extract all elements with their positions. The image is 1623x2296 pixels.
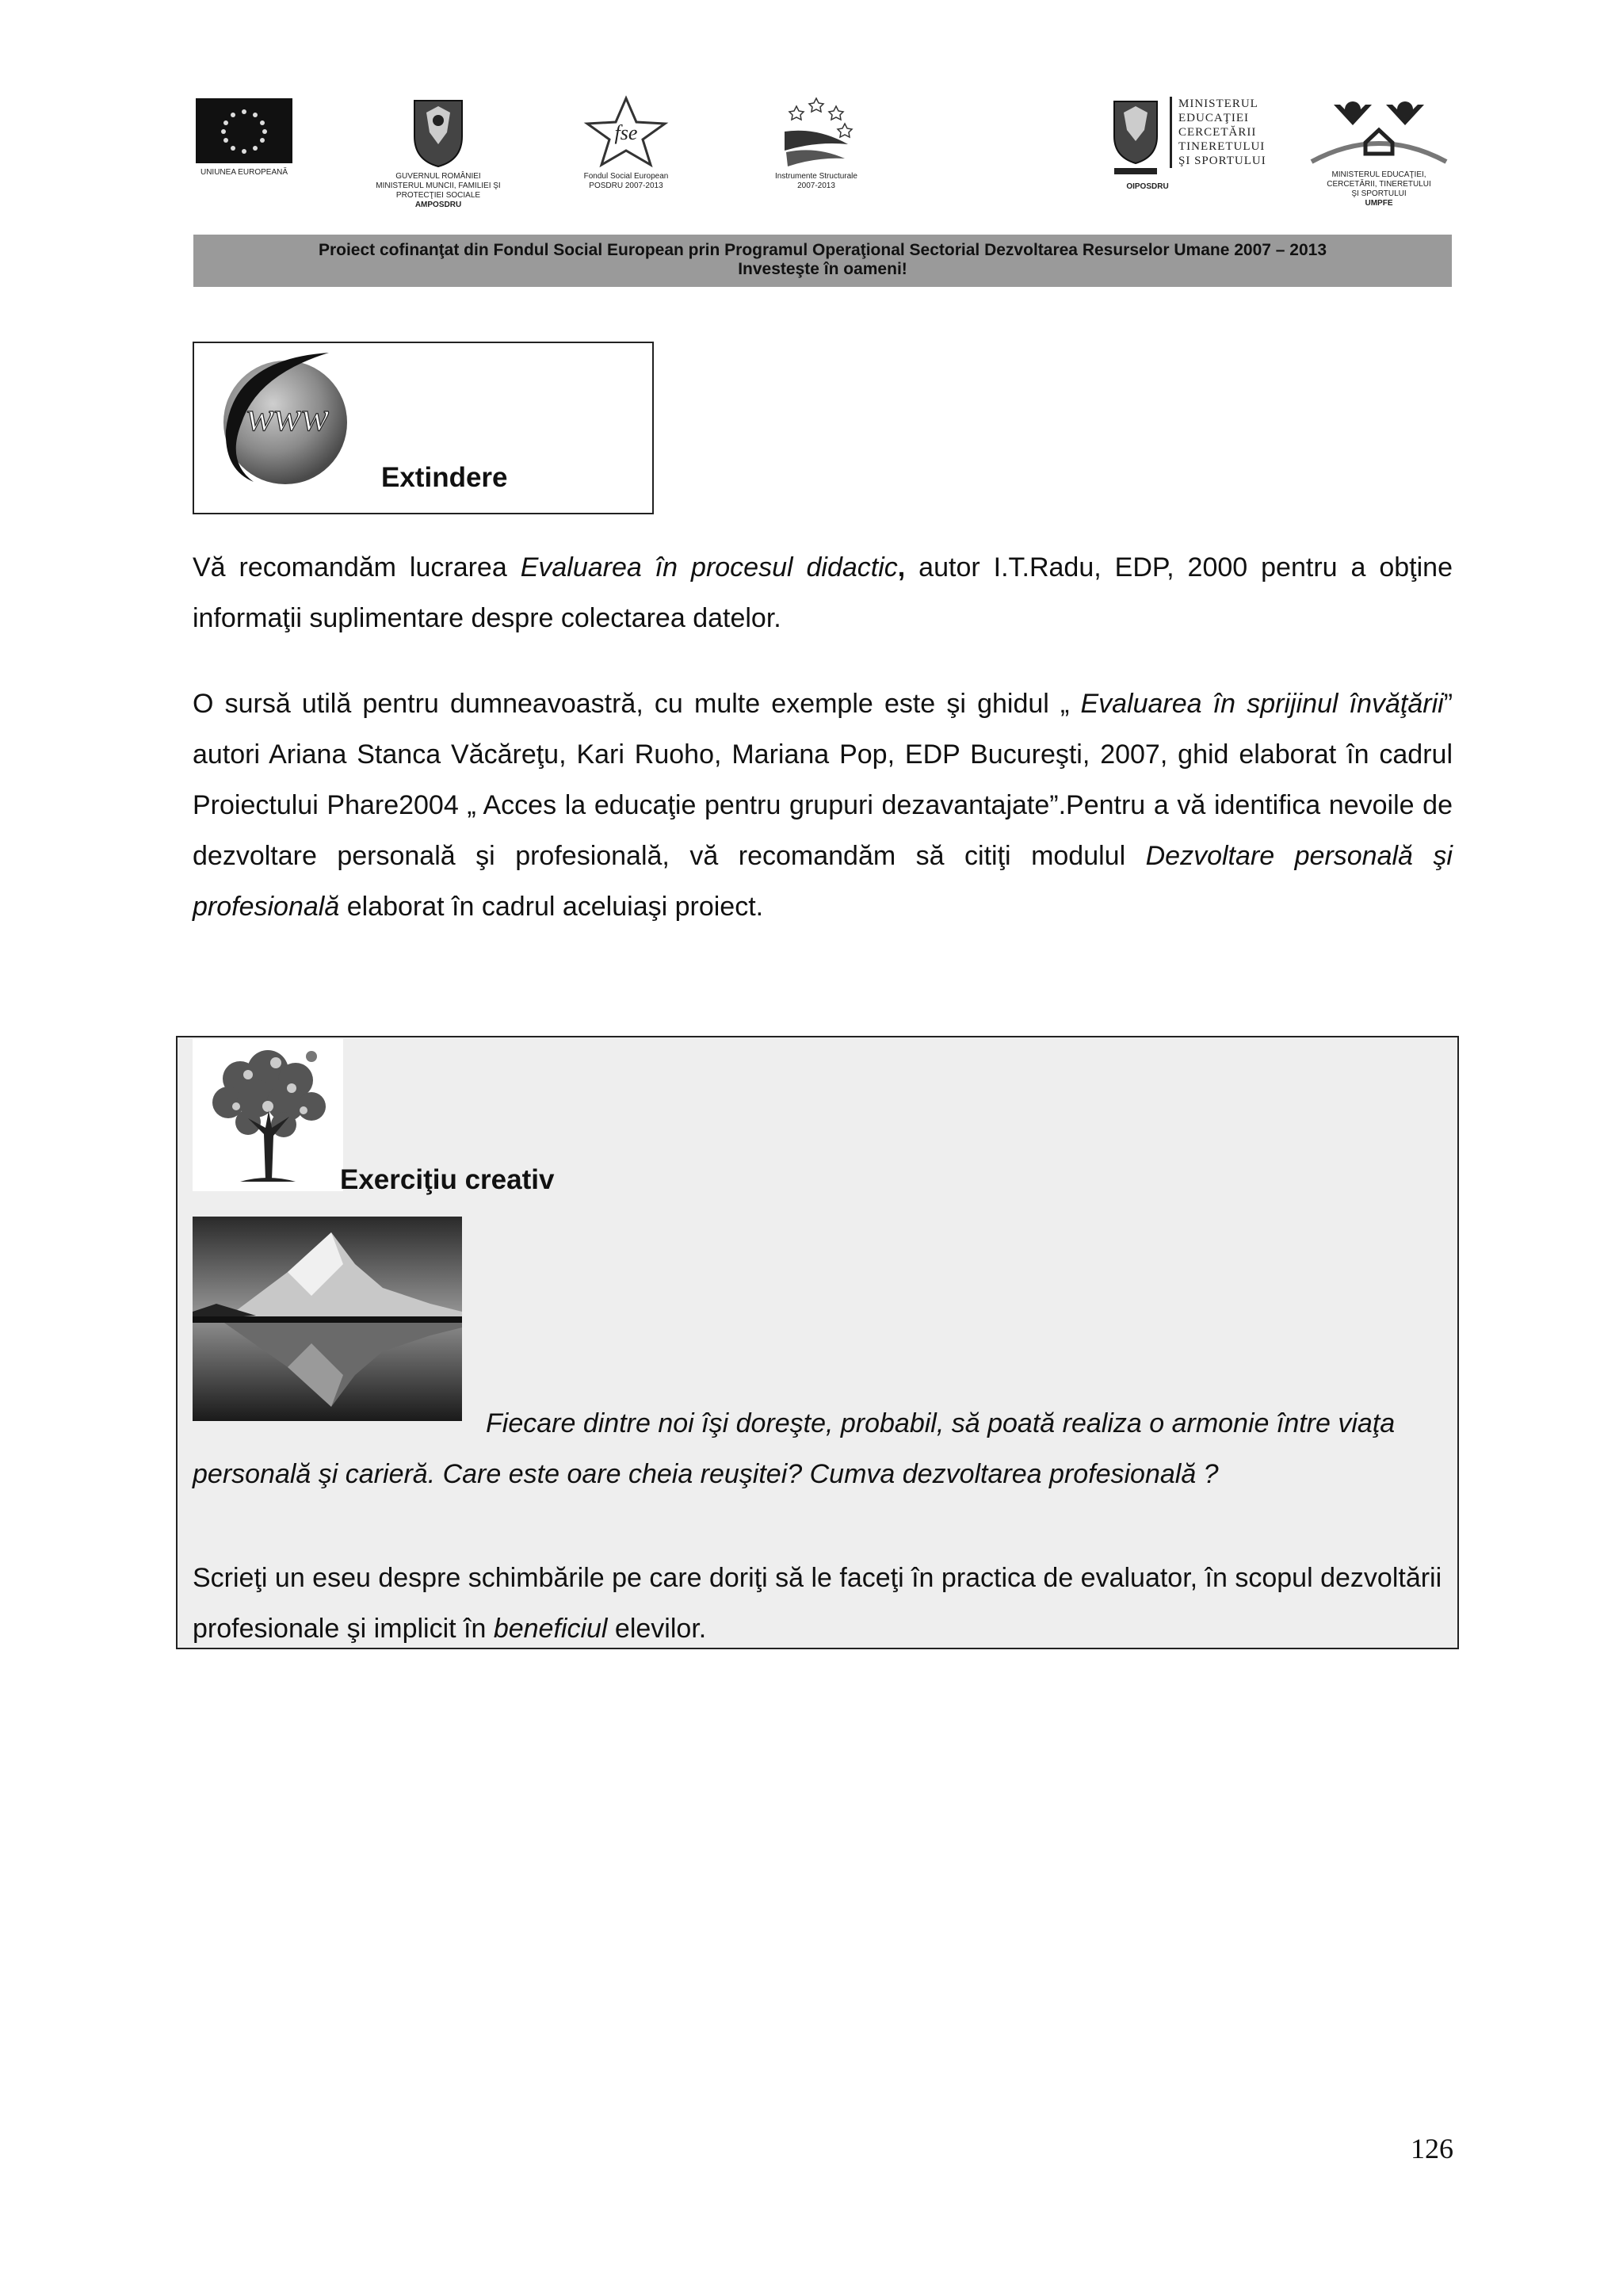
fse-caption-1: Fondul Social European	[583, 172, 669, 181]
umpfe-caption-bold: UMPFE	[1365, 199, 1393, 208]
gov-caption-1: GUVERNUL ROMÂNIEI	[395, 172, 481, 181]
ministry-text-1: MINISTERUL	[1178, 97, 1258, 110]
exercise-title: Exerciţiu creativ	[340, 1164, 555, 1195]
ministry-text-4: TINERETULUI	[1178, 140, 1266, 153]
tree-image	[193, 1039, 343, 1191]
umpfe-caption-3: ŞI SPORTULUI	[1351, 189, 1407, 198]
banner-line-1: Proiect cofinanţat din Fondul Social European prin Programul Operaţional Sectorial Dezvoltarea Resurselor Umane 2007 – 2013	[318, 241, 1327, 259]
project-banner	[193, 235, 1452, 287]
paragraph-2: O sursă utilă pentru dumneavoastră, cu multe exemple este şi ghidul „ Evaluarea în sprijinul învăţării” autori Ariana Stanca Văcăreţu, Kari Ruoho, Mariana Pop, EDP Bucureşti, 2007, ghid elaborat în cadrul Proiectului Phare2004 „ Acces la educaţie pentru grupuri dezavantajate”.Pentru a vă identifica nevoile de dezvoltare personală şi profesională, vă recomandăm să citiţi modulul Dezvoltare personală şi profesională elaborat în cadrul aceluiaşi proiect.	[193, 689, 1453, 922]
gov-caption-3: PROTECŢIEI SOCIALE	[395, 191, 481, 200]
eu-flag-icon	[196, 98, 292, 163]
svg-text:www: www	[246, 395, 330, 440]
exercise-task: Scrieţi un eseu despre schimbările pe care doriţi să le faceţi în practica de evaluator, în scopul dezvoltării profesionale şi implicit în beneficiul elevilor.	[193, 1563, 1442, 1644]
fse-logo	[567, 95, 685, 191]
fse-star-icon	[582, 95, 670, 168]
ministry-text-3: CERCETĂRII	[1178, 126, 1257, 139]
ministry-coat-of-arms-icon	[1109, 97, 1162, 179]
exercise-quote: Fiecare dintre noi îşi doreşte, probabil, să poată realiza o armonie între viaţa personală şi carieră. Care este oare cheia reuşitei? Cumva dezvoltarea profesională ?	[193, 1408, 1396, 1489]
ministry-text-2: EDUCAŢIEI	[1178, 112, 1249, 124]
gov-caption-2: MINISTERUL MUNCII, FAMILIEI ŞI	[376, 181, 501, 190]
structural-instruments-icon	[777, 95, 856, 168]
extindere-box	[193, 342, 654, 514]
page-number: 126	[1411, 2133, 1453, 2164]
extindere-title: Extindere	[381, 462, 508, 493]
ministry-text-5: ŞI SPORTULUI	[1178, 155, 1266, 167]
structural-instruments-logo	[761, 95, 872, 191]
oiposdru-caption: OIPOSDRU	[1126, 182, 1169, 191]
exercise-box	[176, 1036, 1459, 1649]
eu-caption: UNIUNEA EUROPEANĂ	[200, 168, 288, 177]
umpfe-caption-2: CERCETĂRII, TINERETULUI	[1327, 180, 1431, 189]
mountain-lake-image	[193, 1217, 462, 1421]
umpfe-caption-1: MINISTERUL EDUCAŢIEI,	[1331, 170, 1426, 179]
svg-text:fse: fse	[614, 121, 638, 144]
romanian-coat-of-arms-icon	[411, 97, 466, 168]
is-caption-1: Instrumente Structurale	[775, 172, 857, 181]
fse-caption-2: POSDRU 2007-2013	[589, 181, 663, 190]
eu-logo	[189, 98, 300, 178]
umpfe-logo	[1300, 94, 1458, 208]
banner-line-2: Investeşte în oameni!	[738, 260, 907, 278]
gov-caption-bold: AMPOSDRU	[414, 201, 462, 209]
paragraph-1: Vă recomandăm lucrarea Evaluarea în procesul didactic, autor I.T.Radu, EDP, 2000 pentru a obţine informaţii suplimentare despre colectarea datelor.	[193, 552, 1453, 633]
gov-logo	[363, 97, 514, 210]
www-globe-icon	[210, 343, 361, 494]
umpfe-people-icon	[1304, 94, 1454, 166]
ministry-logo	[1109, 97, 1284, 191]
is-caption-2: 2007-2013	[797, 181, 835, 190]
